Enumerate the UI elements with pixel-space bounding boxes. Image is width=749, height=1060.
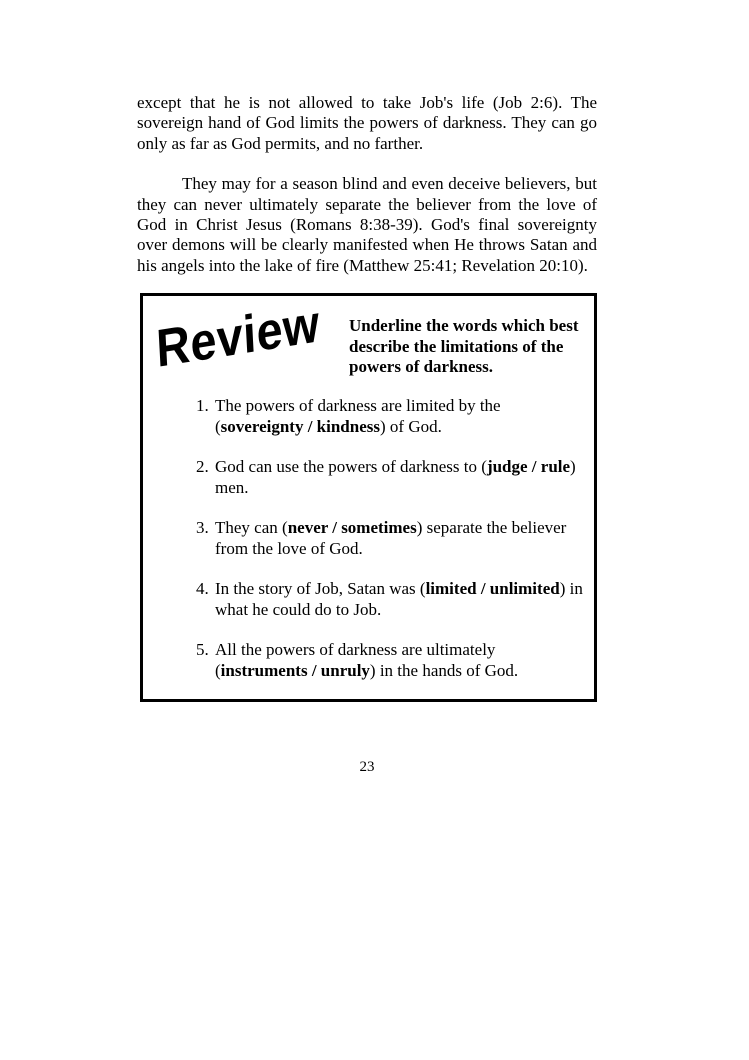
review-item-1	[143, 396, 594, 437]
text-column	[137, 93, 597, 776]
item-text: The powers of darkness are limited by the (sovereignty / kindness) of God.	[215, 396, 501, 436]
review-item-3	[143, 518, 594, 559]
review-item-2	[143, 457, 594, 498]
review-box	[140, 293, 597, 702]
item-text: They can (never / sometimes) separate the believer from the love of God.	[215, 518, 567, 558]
page-number: 23	[359, 759, 375, 776]
item-text: God can use the powers of darkness to (judge / rule) men.	[215, 457, 576, 497]
item-number: 3.	[196, 518, 209, 538]
body-paragraph-1: except that he is not allowed to take Job's life (Job 2:6). The sovereign hand of God limits the powers of darkness. They can go only as far as God permits, and no farther.	[137, 93, 597, 153]
item-number: 4.	[196, 579, 209, 599]
body-paragraph-2: They may for a season blind and even deceive believers, but they can never ultimately separate the believer from the love of God in Christ Jesus (Romans 8:38-39). God's final sovereignty over demons will be clearly manifested when He throws Satan and his angels into the lake of fire (Matthew 25:41; Revelation 20:10).	[137, 174, 597, 275]
item-number: 5.	[196, 640, 209, 660]
review-logo: Review	[154, 292, 321, 379]
review-item-4	[143, 579, 594, 620]
item-text: All the powers of darkness are ultimately (instruments / unruly) in the hands of God.	[215, 640, 519, 680]
review-instruction: Underline the words which best describe the limitations of the powers of darkness.	[349, 316, 579, 377]
review-header	[143, 292, 594, 396]
item-number: 2.	[196, 457, 209, 477]
item-text: In the story of Job, Satan was (limited / unlimited) in what he could do to Job.	[215, 579, 583, 619]
item-number: 1.	[196, 396, 209, 416]
review-item-5	[143, 640, 594, 681]
review-item-list	[143, 396, 594, 681]
